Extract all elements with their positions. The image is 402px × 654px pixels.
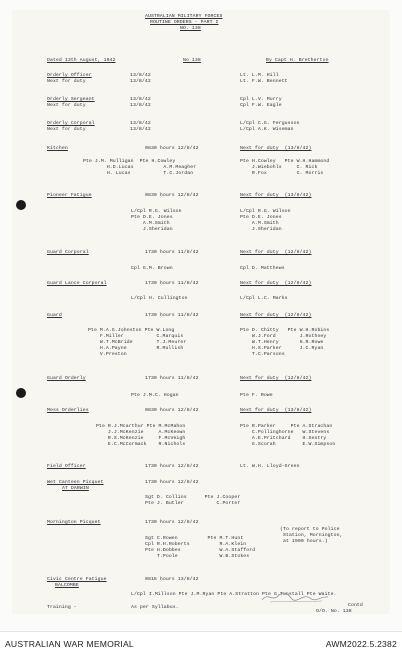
duty-name: Lt. L.M. Hill bbox=[240, 73, 279, 78]
duty-date: 13/8/42 bbox=[130, 97, 151, 102]
roster-line: H.D.Lucas A.M.Meagher bbox=[83, 165, 197, 170]
roster-line: L/Cpl H. Cullington bbox=[131, 296, 188, 301]
roster-line: Pte J. Butler C.Porter bbox=[145, 501, 241, 506]
roster-line: H.S.Parker J.C.Ryan bbox=[240, 346, 324, 351]
roster-line: Pte M.A.G.Johnston Pte W.Long bbox=[88, 328, 175, 333]
roster-line: Pte R.Parker Pte A.Strachan bbox=[240, 424, 333, 429]
roster-line: Pte H.Cowley Pte W.H.Hammond bbox=[240, 159, 330, 164]
picquet-note: at 1900 hours.) bbox=[283, 539, 328, 544]
page-reference: O/O. No. 138 bbox=[316, 609, 352, 614]
duty-date: 13/8/42 bbox=[130, 103, 151, 108]
picquet-note: (To report to Police bbox=[280, 527, 340, 532]
duty-label: Orderly Sergeant bbox=[47, 97, 95, 102]
roster-line: C.Pollinghorne W.Stevens bbox=[240, 430, 330, 435]
section-time: 1730 hours 11/8/42 bbox=[145, 250, 199, 255]
roster-line: J.Sheridan bbox=[131, 227, 173, 232]
roster-line: H. Lucas T.C.Jordan bbox=[83, 171, 194, 176]
section-label-field-officer: Field Officer bbox=[47, 464, 86, 469]
section-label-guard-corporal: Guard Corporal bbox=[47, 250, 89, 255]
roster-line: Pte H.Dobbes W.A.Stafford bbox=[145, 548, 256, 553]
section-time: 1730 hours 12/8/42 bbox=[145, 480, 199, 485]
roster-line: L/Cpl R.G. Wilson bbox=[131, 209, 182, 214]
duty-next-label: Next for duty bbox=[47, 103, 86, 108]
section-sublabel: BALCOMBE bbox=[55, 583, 79, 588]
roster-line: Pte J.M. Mulligan Pte H.Cowley bbox=[83, 159, 176, 164]
roster-line: L/Cpl R.G. Wilson bbox=[240, 209, 291, 214]
continued-marker: Contd bbox=[348, 603, 363, 608]
roster-line: Pte R.J.Mcarthur Pte M.McMahon bbox=[96, 424, 186, 429]
roster-line: Cpl D. Matthews bbox=[240, 266, 285, 271]
archive-reference: AWM2022.5.2382 bbox=[325, 639, 397, 649]
section-time: 1730 hours 11/8/42 bbox=[145, 376, 199, 381]
training-text: As per Syllabus. bbox=[131, 605, 179, 610]
section-label-civic: Civic Centre Fatigue bbox=[47, 577, 107, 582]
duty-label: Orderly Corporal bbox=[47, 121, 95, 126]
roster-line: W.T.Henry H.R.Rowe bbox=[240, 340, 324, 345]
order-number: No 138 bbox=[183, 58, 201, 63]
roster-line: V.Preston bbox=[88, 352, 127, 357]
field-officer-name: Lt. W.H. Lloyd-Green bbox=[240, 464, 300, 469]
section-next: Next for duty (13/8/42) bbox=[240, 193, 312, 198]
picquet-note: Station, Mornington, bbox=[283, 533, 343, 538]
section-label-guard-orderly: Guard Orderly bbox=[47, 376, 86, 381]
section-next: Next for duty (12/8/42) bbox=[240, 313, 312, 318]
roster-line: A.M.Smith bbox=[131, 221, 170, 226]
roster-line: A.M.Smith bbox=[240, 221, 279, 226]
duty-name: Cpl F.W. Eagle bbox=[240, 103, 282, 108]
roster-line: J.Wiebohls C. Rick bbox=[240, 165, 318, 170]
roster-line: W.T.McBride T.J.Meurer bbox=[88, 340, 187, 345]
section-time: 1730 hours 12/8/42 bbox=[145, 520, 199, 525]
section-label-kitchen: Kitchen bbox=[47, 146, 68, 151]
roster-line: Pte D.E. Jones bbox=[131, 215, 173, 220]
header-line2: ROUTINE ORDERS - PART I bbox=[150, 20, 219, 25]
section-next: Next for duty (12/8/42) bbox=[240, 376, 312, 381]
roster-line: Pte F. Rowe bbox=[240, 393, 273, 398]
roster-line: Pte D.E. Jones bbox=[240, 215, 282, 220]
roster-line: Sgt D. Collins Pte J.Cooper bbox=[145, 495, 241, 500]
section-time: 0830 hours 12/8/42 bbox=[145, 146, 199, 151]
roster-line: J.Sheridan bbox=[240, 227, 282, 232]
section-sublabel: AT DARWIN bbox=[62, 486, 89, 491]
dated-line: Dated 13th August, 1942 bbox=[47, 58, 116, 63]
archive-name: AUSTRALIAN WAR MEMORIAL bbox=[5, 639, 134, 649]
roster-line: Cpl G.M. Brown bbox=[131, 266, 173, 271]
archive-footer bbox=[0, 631, 402, 654]
duty-label: Orderly Officer bbox=[47, 73, 92, 78]
roster-line: Pte J.M.C. Hogan bbox=[131, 393, 179, 398]
header-line3: NO. 138 bbox=[180, 26, 201, 31]
duty-next-label: Next for duty bbox=[47, 79, 86, 84]
issued-by: By Capt H. Bretherton bbox=[266, 58, 329, 63]
section-label-training: Training - bbox=[47, 605, 77, 610]
roster-line: Pte D. Chitty Pte W.H.Robins bbox=[240, 328, 330, 333]
roster-line: R.Fox C. Morris bbox=[240, 171, 324, 176]
roster-line: L/Cpl L.C. Marks bbox=[240, 296, 288, 301]
roster-line: T.C.Parsons bbox=[240, 352, 285, 357]
section-label-mess: Mess Orderlies bbox=[47, 408, 89, 413]
handwritten-signature bbox=[260, 590, 330, 604]
section-time: 0830 hours 12/8/42 bbox=[145, 193, 199, 198]
section-next: Next for duty (12/8/42) bbox=[240, 281, 312, 286]
section-label-canteen: Wet Canteen Picquet bbox=[47, 480, 104, 485]
section-time: 1730 hours 12/8/42 bbox=[145, 464, 199, 469]
duty-name: L/Cpl C.G. Fergusson bbox=[240, 121, 300, 126]
roster-line: J.J.McKenzie A.McKeown bbox=[96, 430, 186, 435]
section-time: 0815 hours 13/8/42 bbox=[145, 577, 199, 582]
punch-hole bbox=[16, 388, 26, 398]
section-next: Next for duty (13/8/42) bbox=[240, 146, 312, 151]
section-label-guard: Guard bbox=[47, 313, 62, 318]
section-time: 1730 hours 11/8/42 bbox=[145, 313, 199, 318]
roster-line: Cpl R.H.Roberts R.A.Klein bbox=[145, 542, 247, 547]
roster-line: L/Cpl I.Millson Pte J.M.Ryan Pte A.Stratton Pte G.Tunstall Pte Waite. bbox=[131, 592, 337, 597]
section-label-mornington: Mornington Picquet bbox=[47, 520, 101, 525]
roster-line: R.S.McKenzie F.McVeigh bbox=[96, 436, 186, 441]
section-label-guard-lance: Guard Lance Corporal bbox=[47, 281, 107, 286]
duty-name: Lt. F.W. Bennett bbox=[240, 79, 288, 84]
duty-name: Cpl L.V. Murry bbox=[240, 97, 282, 102]
punch-hole bbox=[16, 200, 26, 210]
duty-next-label: Next for duty bbox=[47, 127, 86, 132]
section-time: 1730 hours 11/8/42 bbox=[145, 281, 199, 286]
duty-date: 13/8/42 bbox=[130, 121, 151, 126]
roster-line: F.Miller C.Marquis bbox=[88, 334, 184, 339]
section-label-pioneer: Pioneer Fatigue bbox=[47, 193, 92, 198]
duty-date: 13/8/42 bbox=[130, 127, 151, 132]
roster-line: G.Scorah E.W.Simpson bbox=[240, 442, 336, 447]
duty-name: L/Cpl A.K. Wiseman bbox=[240, 127, 294, 132]
roster-line: A.E.Pritchard H.Sentry bbox=[240, 436, 327, 441]
header-line1: AUSTRALIAN MILITARY FORCES bbox=[145, 14, 223, 19]
section-next: Next for duty (12/8/42) bbox=[240, 250, 312, 255]
roster-line: Sgt C.Rowen Pte M.T.Hunt bbox=[145, 536, 244, 541]
duty-date: 13/8/42 bbox=[130, 73, 151, 78]
duty-date: 13/8/42 bbox=[130, 79, 151, 84]
roster-line: T.Poole W.B.Stokes bbox=[145, 554, 250, 559]
section-next: Next for duty (13/8/42) bbox=[240, 408, 312, 413]
roster-line: E.C.McCormack R.Nichols bbox=[96, 442, 186, 447]
section-time: 0830 hours 12/8/42 bbox=[145, 408, 199, 413]
roster-line: H.A.Payne R.Mullish bbox=[88, 346, 184, 351]
roster-line: W.J.Ford J.Rothney bbox=[240, 334, 327, 339]
